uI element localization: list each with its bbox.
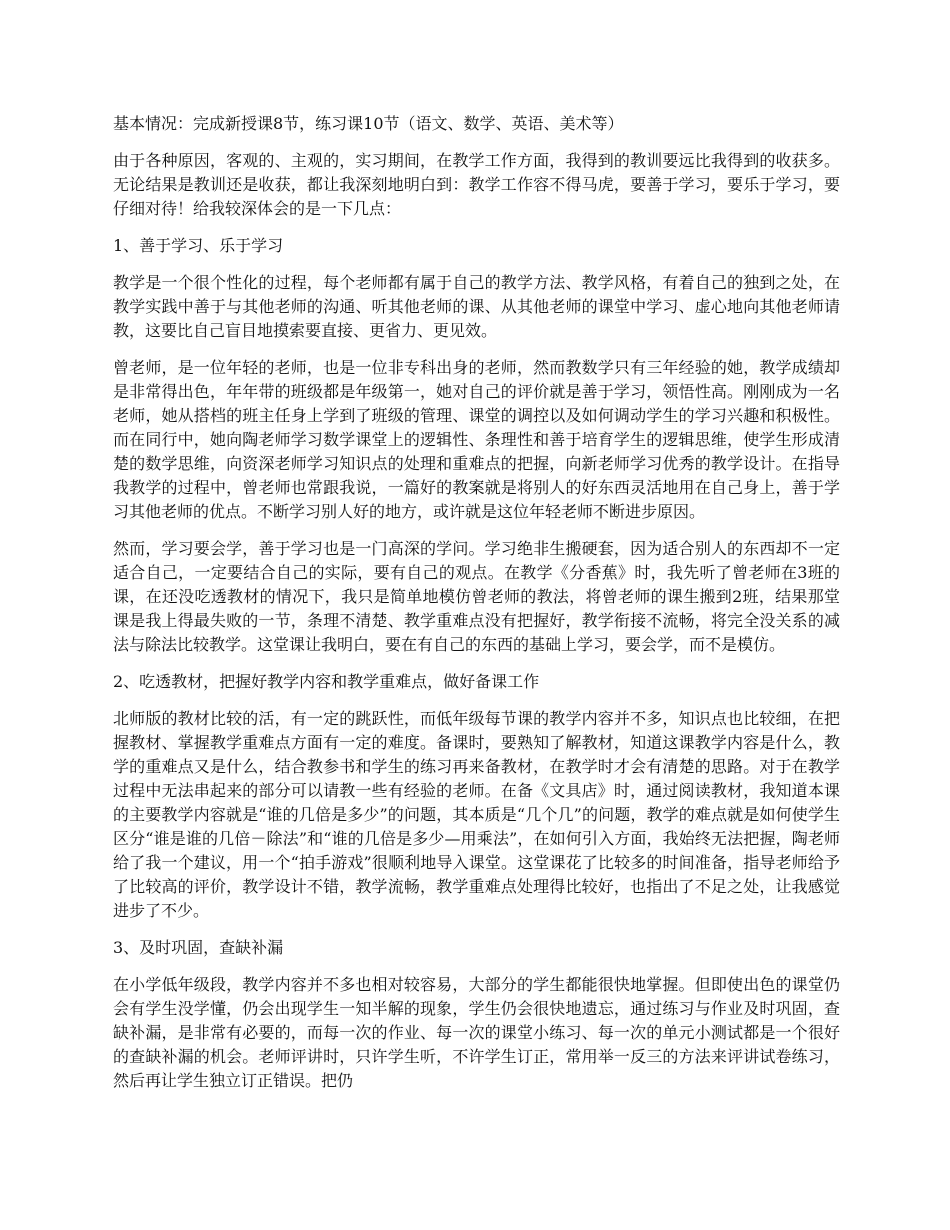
section3-paragraph-1: 在小学低年级段，教学内容并不多也相对较容易，大部分的学生都能很快地掌握。但即使出色的课堂仍会有学生没学懂，仍会出现学生一知半解的现象，学生仍会很快地遗忘，通过练习与作业及时巩固，查缺补漏，是非常有必要的，而每一次的作业、每一次的课堂小练习、每一次的单元小测试都是一个很好的查缺补漏的机会。老师评讲时，只许学生听，不许学生订正，常用举一反三的方法来评讲试卷练习，然后再让学生独立订正错误。把仍 [113, 975, 840, 1090]
intro-paragraph: 由于各种原因，客观的、主观的，实习期间，在教学工作方面，我得到的教训要远比我得到的收获多。无论结果是教训还是收获，都让我深刻地明白到：教学工作容不得马虎，要善于学习，要乐于学习，要仔细对待！给我较深体会的是一下几点： [113, 151, 840, 218]
section1-paragraph-2: 曾老师，是一位年轻的老师，也是一位非专科出身的老师，然而教数学只有三年经验的她，教学成绩却是非常得出色，年年带的班级都是年级第一，她对自己的评价就是善于学习，领悟性高。刚刚成为一名老师，她从搭档的班主任身上学到了班级的管理、课堂的调控以及如何调动学生的学习兴趣和积极性。而在同行中，她向陶老师学习数学课堂上的逻辑性、条理性和善于培育学生的逻辑思维，使学生形成清楚的数学思维，向资深老师学习知识点的处理和重难点的把握，向新老师学习优秀的教学设计。在指导我教学的过程中，曾老师也常跟我说，一篇好的教案就是将别人的好东西灵活地用在自己身上，善于学习其他老师的优点。不断学习别人好的地方，或许就是这位年轻老师不断进步原因。 [113, 358, 840, 521]
section1-paragraph-1: 教学是一个很个性化的过程，每个老师都有属于自己的教学方法、教学风格，有着自己的独到之处，在教学实践中善于与其他老师的沟通、听其他老师的课、从其他老师的课堂中学习、虚心地向其他老师请教，这要比自己盲目地摸索要直接、更省力、更见效。 [113, 273, 840, 340]
section-heading-3: 3、及时巩固，查缺补漏 [113, 938, 284, 957]
section2-paragraph-1: 北师版的教材比较的活，有一定的跳跃性，而低年级每节课的教学内容并不多，知识点也比较细，在把握教材、掌握教学重难点方面有一定的难度。备课时，要熟知了解教材，知道这课教学内容是什么，教学的重难点又是什么，结合教参书和学生的练习再来备教材，在教学时才会有清楚的思路。对于在教学过程中无法串起来的部分可以请教一些有经验的老师。在备《文具店》时，通过阅读教材，我知道本课的主要教学内容就是“谁的几倍是多少”的问题，其本质是“几个几”的问题，教学的难点就是如何使学生区分“谁是谁的几倍－除法”和“谁的几倍是多少—用乘法”，在如何引入方面，我始终无法把握，陶老师给了我一个建议，用一个“拍手游戏”很顺利地导入课堂。这堂课花了比较多的时间准备，指导老师给予了比较高的评价，教学设计不错，教学流畅，教学重难点处理得比较好，也指出了不足之处，让我感觉进步了不少。 [113, 709, 840, 920]
document-page [113, 112, 840, 1106]
section-heading-2: 2、吃透教材，把握好教学内容和教学重难点，做好备课工作 [113, 672, 540, 691]
section-heading-1: 1、善于学习、乐于学习 [113, 236, 284, 255]
summary-line: 基本情况：完成新授课8节，练习课10节（语文、数学、英语、美术等） [113, 114, 624, 133]
section1-paragraph-3: 然而，学习要会学，善于学习也是一门高深的学问。学习绝非生搬硬套，因为适合别人的东西却不一定适合自己，一定要结合自己的实际，要有自己的观点。在教学《分香蕉》时，我先听了曾老师在3班的课，在还没吃透教材的情况下，我只是简单地模仿曾老师的教法，将曾老师的课生搬到2班，结果那堂课是我上得最失败的一节，条理不清楚、教学重难点没有把握好，教学衔接不流畅，将完全没关系的减法与除法比较教学。这堂课让我明白，要在有自己的东西的基础上学习，要会学，而不是模仿。 [113, 539, 840, 654]
